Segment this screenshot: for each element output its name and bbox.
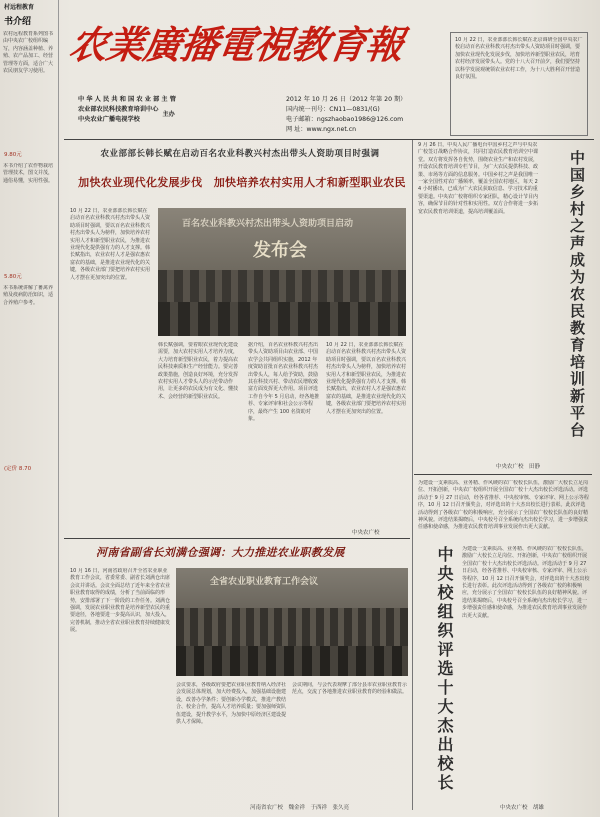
lead-photo-caption: 发布会 (253, 240, 307, 261)
lead-body-col-2: 韩长赋强调，要着眼农业现代化建设需要，加大农村实用人才培养力度，大力培育新型职业农民，着力提高农民科技素质和生产经营能力。要完善政策措施，创造良好环境，充分发挥农村实用人才带头人的示范带动作用，让更多的农民成为有文化、懂技术、会经营的新型职业农民。 (158, 342, 239, 400)
left-strip-price-3: (定价 8.70 (4, 466, 32, 472)
org-line-4: 主办 (162, 111, 175, 118)
website: 网 址：www.ngx.net.cn (286, 126, 357, 133)
right-top-credit: 中央农广校 田静 (496, 464, 541, 470)
henan-body-col-3: 会议期间，与会代表观摩了部分县市农业职业教育示范点，交流了各地推进农业职业教育的经验和做法。 (292, 682, 408, 696)
henan-body-col-2: 会议要求，各级政府要把农业职业教育纳入经济社会发展总体规划，加大经费投入，加强基础设施建设，改善办学条件；要创新办学模式，推进产教结合、校企合作，提高人才培养质量；要加强师资队伍建设，提升教学水平，为加快中原经济区建设提供人才保障。 (176, 682, 286, 726)
right-top-body: 9 月 26 日，中央人民广播电台中国乡村之声与中央农广校签订战略合作协议，共同打造农民教育培训空中课堂。双方将发挥各自优势，围绕农业生产和农村发展，开设农民教育培训专栏节目，为广大农民提供科技、政策、市场等方面的信息服务。中国乡村之声是我国唯一一家全国性对农广播频率，覆盖全国农村地区，每天 24 小时播出，已成为广大农民获取信息、学习技术的重要渠道。中央农广校将组织专家团队，精心设计节目内容，确保节目的针对性和实用性。双方合作将进一步拓宽农民教育培训渠道，提高培训覆盖面。 (418, 142, 539, 215)
left-strip-text-2: 本书介绍了农作物栽培管理技术，图文并茂，通俗易懂，实用性强。 (3, 163, 54, 184)
masthead-rule (64, 139, 594, 140)
right-bottom-credit: 中央农广校 胡雄 (500, 805, 545, 811)
masthead-org-info (78, 95, 176, 125)
henan-body-col-1: 10 月 16 日，河南省政府召开全省农业职业教育工作会议，省委常委、副省长刘满仓出席会议并讲话。会议全面总结了近年来全省农业职业教育取得的成绩，分析了当前面临的形势，安排部署了下一阶段的工作任务。刘满仓强调，发展农业职业教育是培养新型农民的重要途径，各地要进一步提高认识，加大投入，完善机制，推动全省农业职业教育持续健康发展。 (70, 568, 170, 634)
issn: 国内统一刊号：CN11—0831/(G) (286, 106, 380, 113)
org-line-3: 中央农业广播电视学校 (78, 116, 140, 123)
masthead-pub-info (286, 95, 406, 135)
lead-body-col-3: 据介绍，百名农业科教兴村杰出带头人资助项目由农业部、中国农学会共同组织实施，2012 年度资助首批百名农业科教兴村杰出带头人，每人给予资助，鼓励其在科技兴村、带动农民增收致富方面发挥更大作用。项目评选工作自今年 5 月启动，经各地推荐、专家评审和社会公示等程序，最终产生 100 名资助对象。 (248, 342, 320, 423)
henan-credit: 河南省农广校 魏金祥 于西祥 张久亮 (250, 805, 350, 811)
column-divider (412, 140, 413, 810)
left-strip-heading: 村远程教育 (4, 4, 35, 11)
right-top-vertical-headline: 中国乡村之声成为农民教育培训新平台 (568, 150, 586, 439)
lead-headline: 加快农业现代化发展步伐 加快培养农村实用人才和新型职业农民 (78, 176, 406, 189)
left-strip-price-2: 5.80元 (4, 274, 22, 280)
lead-credit: 中央农广校 (352, 530, 380, 536)
lead-photo (158, 208, 406, 336)
editorial-note-box (450, 32, 588, 136)
masthead-logo: 农業廣播電視教育報 (66, 22, 406, 67)
left-column-strip (0, 0, 59, 817)
left-strip-text-3: 本书系统讲解了畜禽养殖及疫病防治知识，适合养殖户参考。 (3, 285, 54, 306)
left-strip-price-1: 9.80元 (4, 152, 22, 158)
henan-photo (176, 568, 408, 676)
lead-body-col-4: 10 月 22 日，农业部部长韩长赋在启动百名农业科教兴村杰出带头人资助项目时强调，要以百名农业科教兴村杰出带头人为榜样，加快培养农村实用人才和新型职业农民，为推进农业现代化提供强有力的人才支撑。韩长赋指出，农业农村人才是强农惠农富农的基础，是推进农业现代化的关键，各级农业部门要把培养农村实用人才摆在更加突出的位置。 (326, 342, 407, 415)
right-bottom-vertical-headline: 中央校组织评选十大杰出校长 (435, 546, 454, 793)
lead-kicker: 农业部部长韩长赋在启动百名农业科教兴村杰出带头人资助项目时强调 (100, 149, 380, 159)
left-strip-text: 农村远程教育系列图书由中央农广校组织编写，内容涵盖种植、养殖、农产品加工、经营管理等方面，适合广大农民朋友学习使用。 (3, 31, 54, 75)
right-bottom-intro: 为建设一支素质高、业务精、作风硬的农广校校长队伍，激励广大校长立足岗位、开拓创新，中央农广校组织开展全国农广校十大杰出校长评选活动。评选活动于 9 月 27 日启动，经各省推荐、中央校审核、专家评审、网上公示等程序，10 月 12 日召开颁奖会，对评选出的十大杰出校长进行表彰。此次评选活动得到了各级农广校的积极响应，充分展示了全国农广校校长队伍的良好精神风貌。评选结果揭晓后，中央校号召全系统向杰出校长学习，进一步增强责任感和使命感，为推进农民教育培训事业发展作出更大贡献。 (418, 480, 589, 531)
henan-photo-banner: 全省农业职业教育工作会议 (210, 577, 319, 587)
lead-photo-banner: 百名农业科教兴村杰出带头人资助项目启动 (182, 219, 354, 229)
right-section-rule (414, 474, 592, 475)
right-bottom-body: 为建设一支素质高、业务精、作风硬的农广校校长队伍，激励广大校长立足岗位、开拓创新，中央农广校组织开展全国农广校十大杰出校长评选活动。评选活动于 9 月 27 日启动，经各省推荐、中央校审核、专家评审、网上公示等程序，10 月 12 日召开颁奖会，对评选出的十大杰出校长进行表彰。此次评选活动得到了各级农广校的积极响应，充分展示了全国农广校校长队伍的良好精神风貌。评选结果揭晓后，中央校号召全系统向杰出校长学习，进一步增强责任感和使命感，为推进农民教育培训事业发展作出更大贡献。 (462, 546, 590, 619)
section-rule (64, 538, 410, 539)
lead-body-col-1: 10 月 22 日，农业部部长韩长赋在启动百名农业科教兴村杰出带头人资助项目时强调，要以百名农业科教兴村杰出带头人为榜样，加快培养农村实用人才和新型职业农民，为推进农业现代化提供强有力的人才支撑。韩长赋指出，农业农村人才是强农惠农富农的基础，是推进农业现代化的关键，各级农业部门要把培养农村实用人才摆在更加突出的位置。 (70, 208, 151, 281)
org-line-1: 中 华 人 民 共 和 国 农 业 部 主 管 (78, 96, 176, 103)
email: 电子邮箱：ngszhaobao1986@126.com (286, 116, 404, 123)
org-line-2: 农业部农民科技教育培训中心 (78, 106, 159, 113)
left-strip-subheading: 书介绍 (4, 17, 32, 27)
editorial-note-text: 10 月 22 日，农业部部长韩长赋在北京调研全国中央农广校启动百名农业科教兴村杰出带头人资助项目时强调，要加快农业现代化发展步伐，加快培养新型职业农民，培育农村经济发展带头人。党的十八大召开前夕，我们要坚持以科学发展观统领农业农村工作，为十八大胜利召开营造良好氛围。 (455, 37, 583, 81)
issue-date: 2012 年 10 月 26 日（2012 年第 20 期） (286, 96, 407, 103)
henan-headline: 河南省副省长刘满仓强调：大力推进农业职教发展 (96, 546, 345, 559)
